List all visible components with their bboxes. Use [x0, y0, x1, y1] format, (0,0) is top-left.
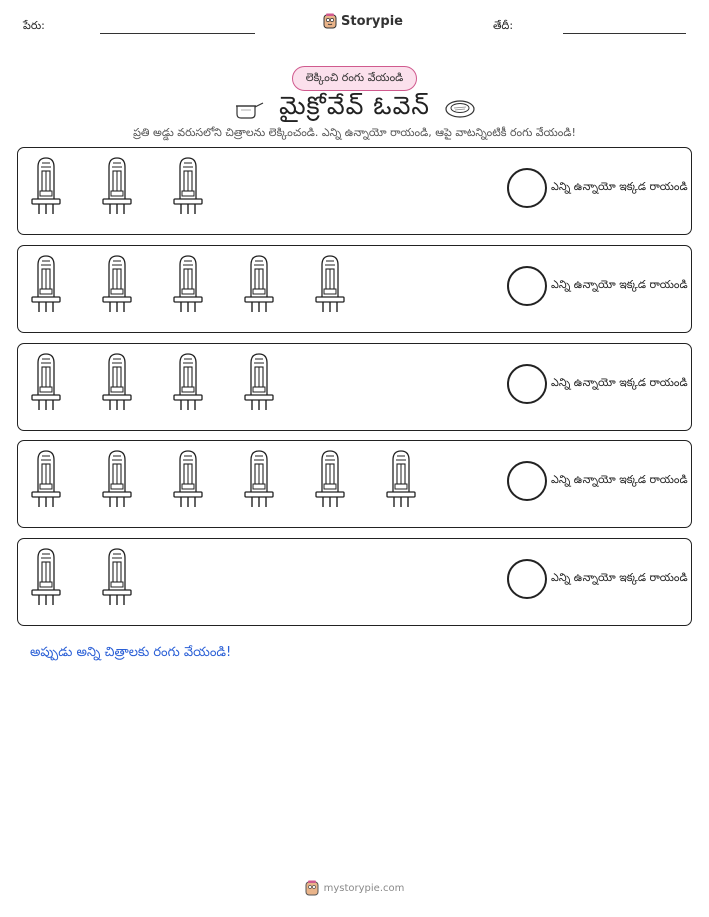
answer-circle[interactable] [507, 559, 547, 599]
name-field-line[interactable] [100, 33, 255, 34]
row-pictures [30, 253, 346, 315]
row-pictures [30, 155, 204, 217]
magnetron-tube-icon[interactable] [101, 253, 133, 315]
magnetron-tube-icon[interactable] [172, 253, 204, 315]
magnetron-tube-icon[interactable] [314, 253, 346, 315]
row-pictures [30, 351, 275, 413]
magnetron-tube-icon[interactable] [30, 351, 62, 413]
answer-circle[interactable] [507, 266, 547, 306]
magnetron-tube-icon[interactable] [172, 351, 204, 413]
magnetron-tube-icon[interactable] [172, 448, 204, 510]
magnetron-tube-icon[interactable] [243, 351, 275, 413]
storypie-mascot-icon [323, 13, 337, 29]
count-row-2 [17, 245, 692, 333]
date-field-line[interactable] [563, 33, 686, 34]
magnetron-tube-icon[interactable] [30, 253, 62, 315]
brand-logo [323, 13, 403, 29]
answer-circle[interactable] [507, 168, 547, 208]
magnetron-tube-icon[interactable] [101, 546, 133, 608]
site-url: mystorypie.com [323, 882, 405, 894]
title-row [0, 91, 709, 127]
storypie-mascot-icon [305, 880, 319, 896]
row-pictures [30, 448, 417, 510]
magnetron-tube-icon[interactable] [101, 351, 133, 413]
instructions: ప్రతి అడ్డు వరుసలోని చిత్రాలను లెక్కించండి. ఎన్ని ఉన్నాయో రాయండి, ఆపై వాటన్నింటికీ రంగు వేయండి! [133, 126, 576, 139]
name-label: పేరు: [23, 19, 45, 32]
brand-name: Storypie [341, 13, 403, 29]
write-here-label: ఎన్ని ఉన్నాయో ఇక్కడ రాయండి [551, 376, 688, 389]
write-here-label: ఎన్ని ఉన్నాయో ఇక్కడ రాయండి [551, 180, 688, 193]
write-here-label: ఎన్ని ఉన్నాయో ఇక్కడ రాయండి [551, 571, 688, 584]
magnetron-tube-icon[interactable] [314, 448, 346, 510]
plate-icon [444, 98, 476, 120]
magnetron-tube-icon[interactable] [243, 253, 275, 315]
site-credit [0, 880, 709, 896]
answer-circle[interactable] [507, 461, 547, 501]
date-label: తేదీ: [493, 19, 514, 32]
row-pictures [30, 546, 133, 608]
magnetron-tube-icon[interactable] [101, 155, 133, 217]
answer-circle[interactable] [507, 364, 547, 404]
count-row-5 [17, 538, 692, 626]
magnetron-tube-icon[interactable] [30, 448, 62, 510]
activity-badge: లెక్కించి రంగు వేయండి [292, 66, 417, 91]
write-here-label: ఎన్ని ఉన్నాయో ఇక్కడ రాయండి [551, 278, 688, 291]
footer-instruction: అప్పుడు అన్ని చిత్రాలకు రంగు వేయండి! [30, 645, 232, 660]
magnetron-tube-icon[interactable] [172, 155, 204, 217]
count-row-1 [17, 147, 692, 235]
count-row-4 [17, 440, 692, 528]
pot-icon [233, 98, 265, 120]
worksheet-title: మైక్రోవేవ్ ఓవెన్ [279, 91, 430, 120]
magnetron-tube-icon[interactable] [101, 448, 133, 510]
magnetron-tube-icon[interactable] [385, 448, 417, 510]
count-row-3 [17, 343, 692, 431]
write-here-label: ఎన్ని ఉన్నాయో ఇక్కడ రాయండి [551, 473, 688, 486]
magnetron-tube-icon[interactable] [30, 155, 62, 217]
magnetron-tube-icon[interactable] [30, 546, 62, 608]
magnetron-tube-icon[interactable] [243, 448, 275, 510]
